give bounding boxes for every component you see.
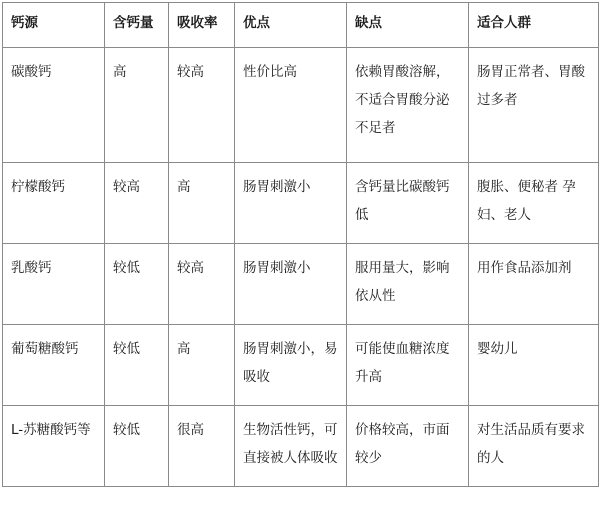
- cell-advantages: 生物活性钙，可直接被人体吸收: [235, 406, 347, 487]
- cell-calcium-source: 乳酸钙: [3, 244, 105, 325]
- table-row: [3, 244, 599, 325]
- table-row: [3, 406, 599, 487]
- cell-suitable-people: 婴幼儿: [469, 325, 599, 406]
- cell-disadvantages: 价格较高，市面较少: [347, 406, 469, 487]
- cell-suitable-people: 腹胀、便秘者 孕妇、老人: [469, 163, 599, 244]
- calcium-source-table: [2, 2, 599, 487]
- cell-absorption-rate: 较高: [169, 244, 235, 325]
- cell-suitable-people: 用作食品添加剂: [469, 244, 599, 325]
- cell-calcium-content: 高: [105, 48, 169, 163]
- cell-advantages: 肠胃刺激小: [235, 244, 347, 325]
- header-absorption-rate: 吸收率: [169, 3, 235, 48]
- cell-advantages: 肠胃刺激小，易吸收: [235, 325, 347, 406]
- cell-advantages: 肠胃刺激小: [235, 163, 347, 244]
- cell-calcium-content: 较低: [105, 244, 169, 325]
- header-calcium-source: 钙源: [3, 3, 105, 48]
- table-row: [3, 163, 599, 244]
- cell-disadvantages: 依赖胃酸溶解，不适合胃酸分泌不足者: [347, 48, 469, 163]
- cell-suitable-people: 对生活品质有要求的人: [469, 406, 599, 487]
- cell-calcium-content: 较低: [105, 406, 169, 487]
- table-row: [3, 325, 599, 406]
- header-row: [3, 3, 599, 48]
- cell-absorption-rate: 较高: [169, 48, 235, 163]
- cell-absorption-rate: 高: [169, 325, 235, 406]
- cell-calcium-content: 较高: [105, 163, 169, 244]
- cell-absorption-rate: 高: [169, 163, 235, 244]
- header-calcium-content: 含钙量: [105, 3, 169, 48]
- cell-disadvantages: 含钙量比碳酸钙低: [347, 163, 469, 244]
- cell-disadvantages: 服用量大，影响依从性: [347, 244, 469, 325]
- table-row: [3, 48, 599, 163]
- header-advantages: 优点: [235, 3, 347, 48]
- cell-calcium-source: 柠檬酸钙: [3, 163, 105, 244]
- header-disadvantages: 缺点: [347, 3, 469, 48]
- header-suitable-people: 适合人群: [469, 3, 599, 48]
- cell-calcium-source: L-苏糖酸钙等: [3, 406, 105, 487]
- cell-suitable-people: 肠胃正常者、胃酸过多者: [469, 48, 599, 163]
- cell-calcium-source: 碳酸钙: [3, 48, 105, 163]
- cell-absorption-rate: 很高: [169, 406, 235, 487]
- cell-calcium-content: 较低: [105, 325, 169, 406]
- cell-disadvantages: 可能使血糖浓度升高: [347, 325, 469, 406]
- cell-advantages: 性价比高: [235, 48, 347, 163]
- cell-calcium-source: 葡萄糖酸钙: [3, 325, 105, 406]
